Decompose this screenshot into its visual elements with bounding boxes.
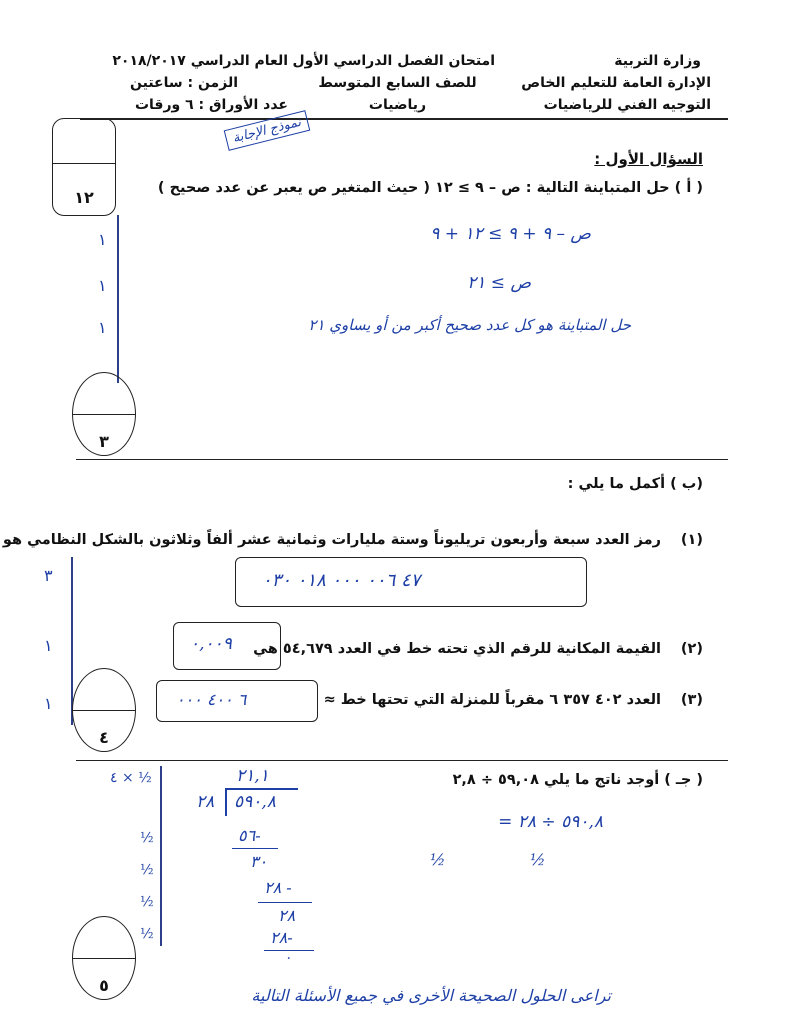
- math-guidance: التوجيه الفني للرياضيات: [543, 97, 711, 113]
- part-a-prompt: ( أ ) حل المتباينة التالية : ص – ٩ ≥ ١٢ ( حيث المتغير ص يعبر عن عدد صحيح ): [157, 180, 703, 196]
- part-c-half-1: ½: [530, 850, 546, 869]
- header-left: [88, 50, 288, 116]
- part-b-item-3-num: (٣): [680, 692, 703, 708]
- part-a-step-1: ص – ٩ + ٩ ≥ ١٢ + ٩: [430, 224, 591, 244]
- part-a-mark-2: ١: [98, 276, 107, 295]
- grade-label: للصف السابع المتوسط: [318, 75, 477, 91]
- header-right: [521, 50, 711, 116]
- subject-label: رياضيات: [368, 97, 427, 113]
- part-c-mark-2: ½: [140, 830, 154, 846]
- part-b-item-3-text: العدد ٤٠٢ ٣٥٧ ٦ مقرباً للمنزلة التي تحتها خط ≈: [323, 692, 661, 708]
- part-c-work-right: ٥٩٠,٨ ÷ ٢٨ =: [498, 812, 603, 832]
- part-b-item-2-answer: ٠,٠٠٩: [190, 634, 232, 654]
- footer-note: تراعى الحلول الصحيحة الأخرى في جميع الأسئلة التالية: [251, 986, 611, 1005]
- part-b-item-1-mark: ٣: [44, 566, 53, 585]
- division-quotient: ٢١,١: [236, 766, 269, 786]
- part-c-score-oval: [72, 916, 136, 1000]
- division-line-5: ٢٨-: [270, 928, 293, 947]
- header-center: [292, 50, 495, 116]
- academic-year: العام الدراسي ٢٠١٨/٢٠١٧: [112, 53, 288, 69]
- part-c-half-2: ½: [430, 850, 446, 869]
- part-c-mark-5: ½: [140, 926, 154, 942]
- division-rule-1: [232, 848, 278, 849]
- part-b-item-2-num: (٢): [680, 641, 703, 657]
- exam-duration: الزمن : ساعتين: [130, 75, 238, 91]
- part-a-step-2: ص ≥ ٢١: [467, 273, 531, 293]
- part-c-mark-3: ½: [140, 862, 154, 878]
- division-line-4: ٢٨: [278, 906, 296, 925]
- marks-line-a: [117, 215, 119, 383]
- department-name: الإدارة العامة للتعليم الخاص: [521, 75, 711, 91]
- part-b-item-3-answer: ٦ ٤٠٠ ٠٠٠: [176, 690, 247, 709]
- part-a-score: ٣: [99, 432, 109, 451]
- part-b-score-oval: [72, 668, 136, 752]
- division-rule-2: [258, 902, 312, 903]
- sheet-count: عدد الأوراق : ٦ ورقات: [134, 97, 288, 113]
- part-a-step-3: حل المتباينة هو كل عدد صحيح أكبر من أو يساوي ٢١: [308, 316, 631, 334]
- division-line-1: ٥٦-: [238, 826, 261, 845]
- part-b-item-2-mark: ١: [44, 636, 53, 655]
- division-line-3: ٢٨ -: [264, 878, 292, 897]
- part-b-prompt: (ب ) أكمل ما يلي :: [567, 476, 703, 492]
- part-b-item-1-answer: ٤٧ ٠٠٦ ٠٠٠ ٠١٨ ٠٣٠: [262, 570, 421, 591]
- part-b-divider: [76, 760, 728, 761]
- part-b-score: ٤: [99, 728, 109, 747]
- part-b-item-2-text: القيمة المكانية للرقم الذي تحته خط في العدد ٥٤,٦٧٩ هي: [253, 641, 661, 657]
- marks-line-c: [160, 766, 162, 946]
- part-c-mark-1: ٤ × ½: [110, 770, 152, 786]
- division-dividend: ٥٩٠,٨: [234, 792, 276, 812]
- part-b-item-1-num: (١): [680, 532, 703, 548]
- question-total-value: ١٢: [74, 188, 94, 207]
- part-c-prompt: ( جـ ) أوجد ناتج ما يلي ٥٩,٠٨ ÷ ٢,٨: [452, 772, 703, 788]
- part-c-score: ٥: [99, 976, 109, 995]
- part-b-item-3-mark: ١: [44, 694, 53, 713]
- question-total-box: [52, 118, 116, 216]
- part-a-mark-3: ١: [98, 318, 107, 337]
- division-line-2: ٣٠: [250, 852, 268, 871]
- part-b-item-1-text: رمز العدد سبعة وأربعون تريليوناً وستة مليارات وثمانية عشر ألفاً وثلاثون بالشكل النظامي هو: [2, 532, 661, 548]
- division-divisor: ٢٨: [196, 792, 215, 812]
- part-a-score-oval: [72, 372, 136, 456]
- answer-key-stamp: نموذج الإجابة: [224, 110, 310, 151]
- division-line-6: ٠: [284, 950, 292, 966]
- part-a-mark-1: ١: [98, 230, 107, 249]
- exam-title: امتحان الفصل الدراسي الأول: [292, 53, 495, 69]
- division-bracket: [225, 788, 227, 816]
- part-a-divider: [76, 459, 728, 460]
- ministry-name: وزارة التربية: [614, 53, 701, 69]
- question-title: السؤال الأول :: [594, 150, 703, 168]
- division-top-bar: [226, 788, 298, 790]
- part-c-mark-4: ½: [140, 894, 154, 910]
- header-divider: [80, 118, 728, 120]
